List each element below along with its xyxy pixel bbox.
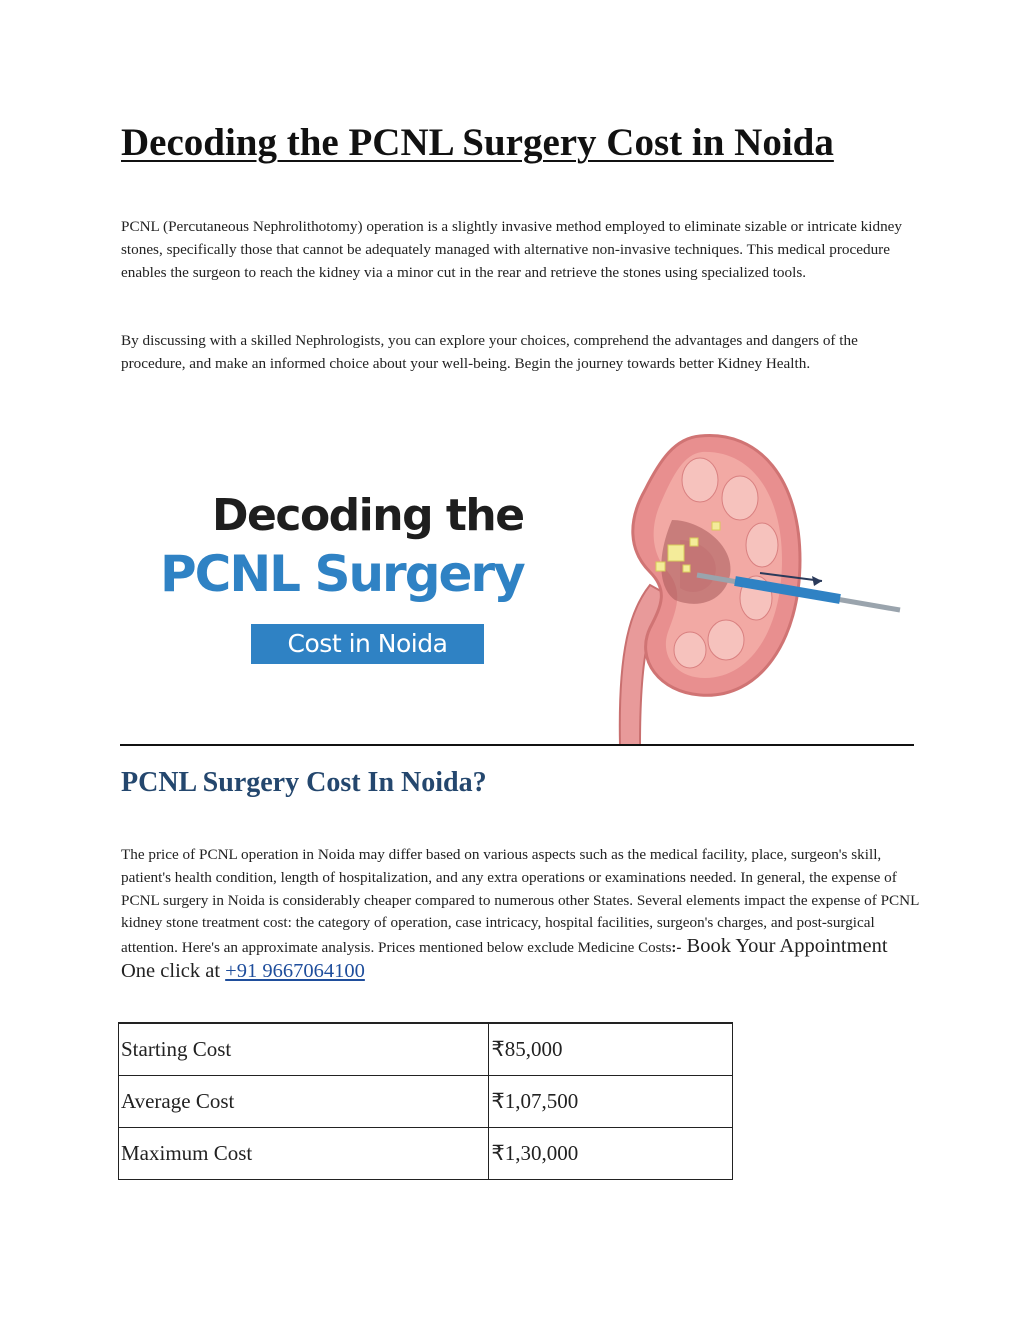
cost-value: ₹1,07,500 — [489, 1076, 733, 1128]
banner-badge: Cost in Noida — [251, 624, 484, 664]
section-paragraph-text: The price of PCNL operation in Noida may differ based on various aspects such as the medical facility, place, surgeon's skill, patient's health condition, length of hospitalization, and any extra operations or examinations needed. In general, the expense of PCNL surgery in Noida is considerably cheaper compared to numerous other States. Several elements impact the expense of PCNL kidney stone treatment cost: the category of operation, case intricacy, hospital facilities, surgeon's charges, and post-surgical attention. Here's an approximate analysis. Prices mentioned — [121, 846, 919, 957]
cost-label: Maximum Cost — [119, 1128, 489, 1180]
cta-separator: :- — [671, 940, 682, 957]
cta-text: Book Your Appointment One click at — [121, 935, 888, 982]
cta-label: below exclude Medicine Costs — [486, 940, 672, 957]
cost-value: ₹1,30,000 — [489, 1128, 733, 1180]
section-heading: PCNL Surgery Cost In Noida? — [121, 767, 487, 798]
intro-paragraph-1: PCNL (Percutaneous Nephrolithotomy) operation is a slightly invasive method employed to eliminate sizable or intricate kidney stones, specifically those that cannot be adequately managed with alternative non-invasive techniques. This medical procedure enables the surgeon to reach the kidney via a minor cut in the rear and retrieve the stones using specialized tools. — [121, 218, 902, 281]
page-title: Decoding the PCNL Surgery Cost in Noida — [121, 121, 834, 164]
table-row — [119, 1076, 733, 1128]
table-row — [119, 1023, 733, 1076]
intro-paragraph-2: By discussing with a skilled Nephrologists, you can explore your choices, comprehend the advantages and dangers of the procedure, and make an informed choice about your well-being. Begin the journey towards better Kidney Health. — [121, 332, 858, 372]
cost-table — [118, 1022, 733, 1180]
banner-line-1: Decoding the — [212, 490, 524, 541]
phone-link[interactable]: +91 9667064100 — [225, 959, 365, 982]
table-row — [119, 1128, 733, 1180]
cost-label: Starting Cost — [119, 1023, 489, 1076]
cost-label: Average Cost — [119, 1076, 489, 1128]
banner-line-2: PCNL Surgery — [160, 545, 524, 603]
cost-value: ₹85,000 — [489, 1023, 733, 1076]
horizontal-divider — [120, 744, 914, 746]
section-paragraph — [121, 844, 921, 985]
